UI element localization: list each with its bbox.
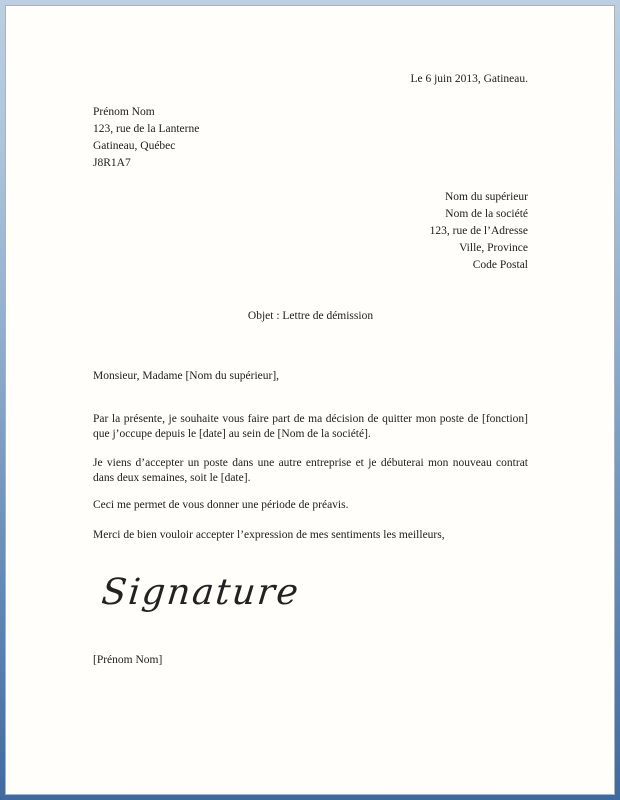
sender-city: Gatineau, Québec <box>93 140 176 152</box>
letter-page <box>5 5 615 795</box>
body-paragraph-3: Ceci me permet de vous donner une période de préavis. <box>93 498 349 511</box>
date-line: Le 6 juin 2013, Gatineau. <box>410 73 528 85</box>
body-paragraph-2: Je viens d’accepter un poste dans une autre entreprise et je débuterai mon nouveau contrat dans deux semaines, soit le [date]. <box>93 456 528 484</box>
handwritten-signature: Signature <box>99 571 303 613</box>
recipient-company: Nom de la société <box>445 208 528 220</box>
recipient-city: Ville, Province <box>459 242 528 254</box>
typed-name-placeholder: [Prénom Nom] <box>93 653 163 666</box>
subject-line: Objet : Lettre de démission <box>247 310 374 322</box>
sender-street: 123, rue de la Lanterne <box>93 123 200 135</box>
recipient-name: Nom du supérieur <box>444 191 528 203</box>
recipient-street: 123, rue de l’Adresse <box>429 225 528 237</box>
sender-name: Prénom Nom <box>93 106 155 118</box>
body-paragraph-1: Par la présente, je souhaite vous faire part de ma décision de quitter mon poste de [fonction] que j’occupe depuis le [date] au sein de [Nom de la société]. <box>93 412 528 440</box>
body-paragraph-4: Merci de bien vouloir accepter l’expression de mes sentiments les meilleurs, <box>93 529 445 541</box>
salutation: Monsieur, Madame [Nom du supérieur], <box>93 370 280 382</box>
recipient-block <box>93 189 528 274</box>
sender-block <box>93 104 528 172</box>
recipient-postal-code: Code Postal <box>472 259 528 271</box>
sender-postal-code: J8R1A7 <box>93 157 131 169</box>
